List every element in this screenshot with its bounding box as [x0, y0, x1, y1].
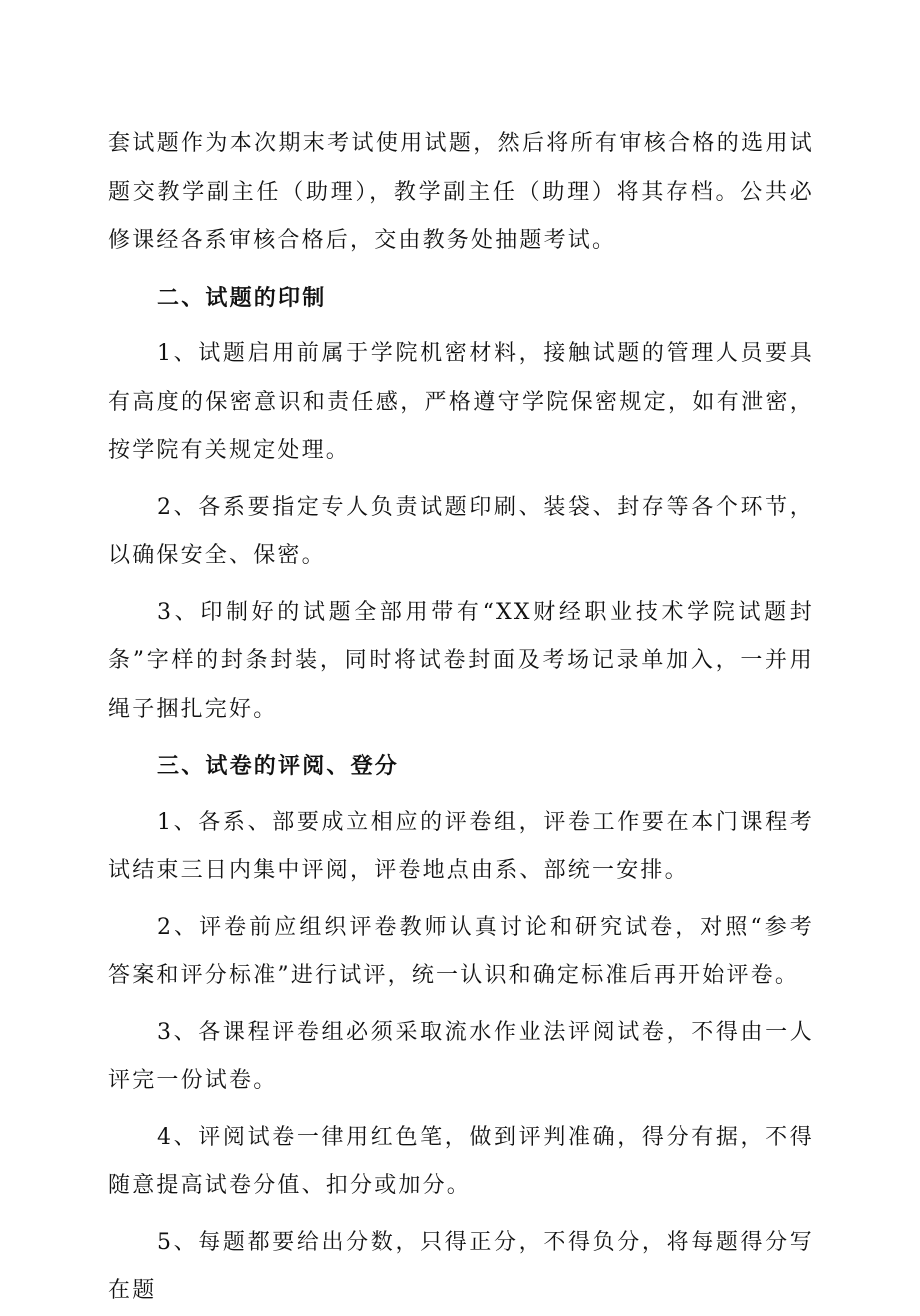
paragraph-item: 4、评阅试卷一律用红色笔，做到评判准确，得分有据，不得随意提高试卷分值、扣分或加分。 — [108, 1124, 814, 1198]
paragraph-item: 5、每题都要给出分数，只得正分，不得负分，将每题得分写在题 — [108, 1229, 814, 1303]
paragraph-gap — [108, 322, 814, 330]
paragraph-item: 2、各系要指定专人负责试题印刷、装袋、封存等各个环节，以确保安全、保密。 — [108, 494, 814, 568]
paragraph-gap — [108, 266, 814, 274]
paragraph-item: 3、各课程评卷组必须采取流水作业法评阅试卷，不得由一人评完一份试卷。 — [108, 1019, 814, 1093]
paragraph-item: 1、各系、部要成立相应的评卷组，评卷工作要在本门课程考试结束三日内集中评阅，评卷地点由系、部统一安排。 — [108, 809, 814, 883]
section-heading-printing: 二、试题的印制 — [157, 284, 327, 311]
paragraph-gap — [108, 1211, 814, 1219]
paragraph-continuation: 套试题作为本次期末考试使用试题，然后将所有审核合格的选用试题交教学副主任（助理），教学副主任（助理）将其存档。公共必修课经各系审核合格后，交由教务处抽题考试。 — [108, 131, 814, 253]
paragraph-item: 3、印制好的试题全部用带有“XX财经职业技术学院试题封条”字样的封条封装，同时将试卷封面及考场记录单加入，一并用绳子捆扎完好。 — [108, 599, 814, 722]
paragraph-gap — [108, 791, 814, 799]
paragraph-gap — [108, 476, 814, 484]
document-body — [108, 120, 814, 1316]
section-heading-grading: 三、试卷的评阅、登分 — [157, 753, 400, 779]
paragraph-gap — [108, 1106, 814, 1114]
paragraph-item: 1、试题启用前属于学院机密材料，接触试题的管理人员要具有高度的保密意识和责任感，严格遵守学院保密规定，如有泄密，按学院有关规定处理。 — [108, 341, 814, 463]
paragraph-item: 2、评卷前应组织评卷教师认真讨论和研究试卷，对照“参考答案和评分标准”进行试评，统一认识和确定标准后再开始评卷。 — [108, 914, 814, 988]
paragraph-gap — [108, 896, 814, 904]
paragraph-gap — [108, 581, 814, 589]
paragraph-gap — [108, 1001, 814, 1009]
paragraph-gap — [108, 734, 814, 742]
